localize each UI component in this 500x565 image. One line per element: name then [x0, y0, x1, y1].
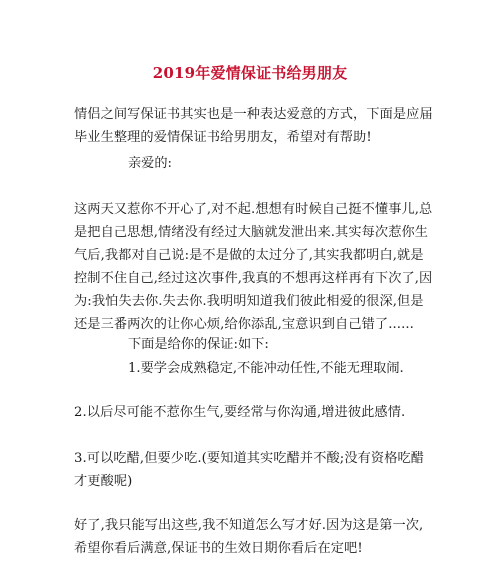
- guarantee-intro: 下面是给你的保证:如下:: [128, 337, 269, 352]
- body-paragraph: 这两天又惹你不开心了,对不起.想想有时候自己挺不懂事儿,总是把自己思想,情绪没有经过大脑就发泄出来.其实每次惹你生气后,我都对自己说:是不是做的太过分了,其实我都明白,就是控制不住自己,经过这次事件,我真的不想再这样再有下次了,因为:我怕失去你.失去你.我明明知道我们彼此相爱的很深,但是还是三番两次的让你心烦,给你添乱,宝意识到自己错了......: [74, 202, 433, 332]
- document-title: 2019年爱情保证书给男朋友: [152, 64, 348, 82]
- guarantee-item-2: 2.以后尽可能不惹你生气,要经常与你沟通,增进彼此感情.: [74, 405, 406, 420]
- intro-paragraph: 情侣之间写保证书其实也是一种表达爱意的方式，下面是应届毕业生整理的爱情保证书给男朋友，希望对有帮助!: [74, 107, 433, 145]
- closing-paragraph: 好了,我只能写出这些,我不知道怎么写才好.因为这是第一次,希望你看后满意,保证书的生效日期你看后在定吧!: [74, 518, 424, 556]
- greeting: 亲爱的:: [128, 156, 173, 171]
- guarantee-item-1: 1.要学会成熟稳定,不能冲动任性,不能无理取闹.: [128, 361, 404, 376]
- guarantee-item-3: 3.可以吃醋,但要少吃.(要知道其实吃醋并不酸;没有资格吃醋才更酸呢): [74, 451, 425, 489]
